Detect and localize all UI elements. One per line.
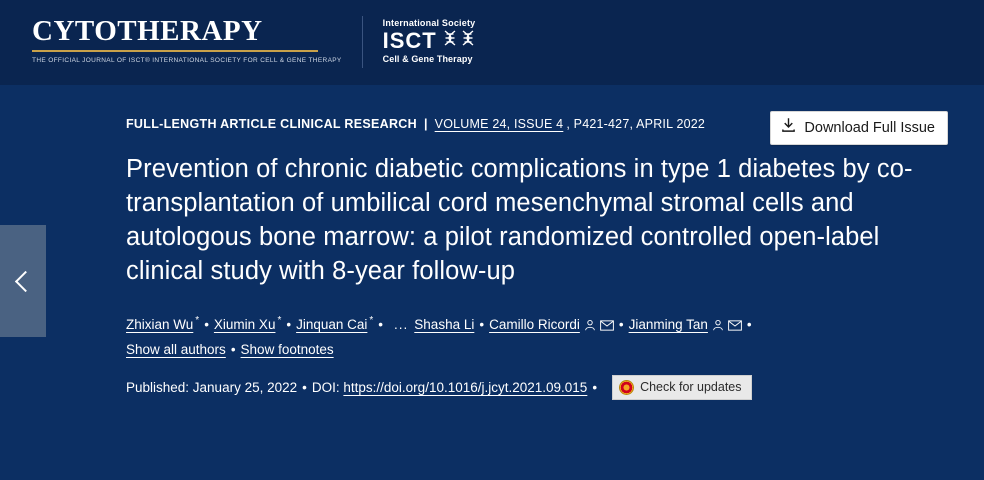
- society-name-bottom: Cell & Gene Therapy: [382, 53, 473, 64]
- author-name[interactable]: Jianming Tan: [628, 316, 708, 332]
- author-name[interactable]: Jinquan Cai: [296, 316, 368, 332]
- publication-info: [126, 375, 944, 400]
- brand-vertical-divider: [362, 16, 363, 68]
- author-separator: •: [479, 316, 485, 332]
- download-full-issue-button[interactable]: [770, 111, 948, 145]
- list-item: [489, 317, 614, 332]
- show-footnotes-button[interactable]: Show footnotes: [240, 341, 334, 357]
- crossmark-label: Check for updates: [640, 380, 742, 395]
- author-profile-icon[interactable]: [712, 313, 724, 340]
- author-name[interactable]: Zhixian Wu: [126, 316, 194, 332]
- author-separator: •: [204, 316, 209, 332]
- page-title: Prevention of chronic diabetic complications in type 1 diabetes by co-transplantation of umbilical cord mesenchymal stromal cells and autologous bone marrow: a pilot randomized controlled open-label clinical study with 8-year follow-up: [126, 155, 913, 285]
- email-icon[interactable]: [728, 313, 742, 340]
- author-toggles: [126, 342, 944, 357]
- list-item: [126, 317, 199, 332]
- volume-issue-link[interactable]: VOLUME 24, ISSUE 4: [434, 117, 564, 131]
- journal-brand[interactable]: [32, 16, 479, 68]
- email-icon[interactable]: [600, 313, 614, 340]
- society-name-top: International Society: [382, 18, 476, 28]
- author-affiliation-marker: *: [369, 315, 374, 327]
- list-item: [296, 317, 373, 332]
- show-all-authors-button[interactable]: Show all authors: [126, 341, 226, 357]
- author-name[interactable]: Camillo Ricordi: [489, 316, 580, 332]
- author-separator: •: [378, 316, 384, 332]
- journal-title: CYTOTHERAPY: [32, 15, 263, 47]
- article-header-content: [0, 85, 984, 400]
- society-acronym-row: [383, 28, 479, 53]
- journal-tagline: THE OFFICIAL JOURNAL OF ISCT® INTERNATIONAL SOCIETY FOR CELL & GENE THERAPY: [32, 57, 342, 65]
- publication-trailing-separator: •: [592, 379, 598, 395]
- doi-link[interactable]: https://doi.org/10.1016/j.jcyt.2021.09.015: [343, 379, 588, 395]
- download-full-issue-label: Download Full Issue: [804, 119, 935, 136]
- society-logo[interactable]: [383, 16, 479, 64]
- doi-label: DOI:: [311, 379, 340, 395]
- published-date: Published: January 25, 2022: [126, 379, 298, 395]
- article-type-label: FULL-LENGTH ARTICLE CLINICAL RESEARCH: [126, 117, 417, 131]
- society-acronym: ISCT: [382, 28, 437, 54]
- journal-masthead: [0, 0, 984, 85]
- author-separator: •: [618, 316, 624, 332]
- author-name[interactable]: Xiumin Xu: [213, 316, 276, 332]
- author-list-trailing-separator: •: [746, 316, 752, 332]
- author-list: [126, 311, 926, 340]
- author-name[interactable]: Shasha Li: [414, 316, 475, 332]
- download-icon: [781, 118, 796, 137]
- crossmark-icon: [619, 380, 634, 395]
- author-affiliation-marker: *: [195, 315, 200, 327]
- author-affiliation-marker: *: [277, 315, 282, 327]
- dna-helix-icon: [443, 29, 479, 52]
- meta-separator: |: [423, 117, 428, 131]
- list-item: [629, 317, 742, 332]
- pages-and-date: , P421-427, APRIL 2022: [566, 117, 706, 131]
- brand-rule-divider: [32, 50, 318, 52]
- journal-brand-text: [32, 16, 342, 64]
- toggle-separator: •: [230, 341, 236, 357]
- author-separator: •: [286, 316, 292, 332]
- crossmark-check-for-updates-button[interactable]: [612, 375, 751, 400]
- list-item: [414, 317, 474, 332]
- list-item: [214, 317, 281, 332]
- publication-separator: •: [302, 379, 307, 395]
- author-profile-icon[interactable]: [584, 313, 596, 340]
- authors-ellipsis: ...: [394, 316, 409, 332]
